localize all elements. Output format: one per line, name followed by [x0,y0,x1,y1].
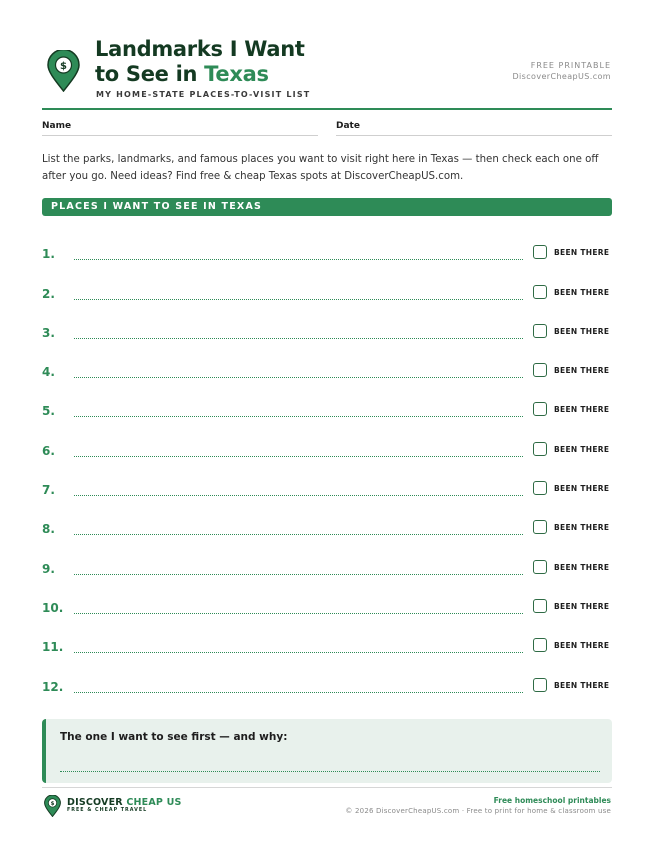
svg-text:$: $ [50,801,55,808]
list-item [42,363,612,383]
item-number: 6. [42,444,55,458]
write-in-line[interactable] [74,495,523,496]
been-there-label: BEEN THERE [554,248,610,257]
list-item [42,402,612,422]
item-number: 4. [42,365,55,379]
name-label: Name [42,121,72,131]
map-pin-dollar-icon [44,795,61,817]
item-number: 12. [42,680,64,694]
been-there-label: BEEN THERE [554,641,610,650]
list-item [42,245,612,265]
been-there-checkbox[interactable] [533,678,547,692]
write-in-line[interactable] [74,338,523,339]
item-number: 2. [42,287,55,301]
footer-info [345,795,611,817]
date-label: Date [336,121,360,131]
write-in-line[interactable] [74,652,523,653]
been-there-label: BEEN THERE [554,681,610,690]
item-number: 11. [42,640,64,654]
been-there-label: BEEN THERE [554,327,610,336]
write-in-line[interactable] [74,574,523,575]
been-there-checkbox[interactable] [533,363,547,377]
been-there-checkbox[interactable] [533,324,547,338]
list-item [42,520,612,540]
list-item [42,560,612,580]
been-there-label: BEEN THERE [554,288,610,297]
date-field[interactable] [336,135,612,136]
title-prefix: to See in [95,62,205,86]
footer-divider [42,787,612,788]
list-item [42,481,612,501]
been-there-checkbox[interactable] [533,442,547,456]
been-there-label: BEEN THERE [554,366,610,375]
item-number: 10. [42,601,64,615]
list-item [42,442,612,462]
write-in-line[interactable] [74,377,523,378]
brand-accent: CHEAP US [126,797,182,808]
title-state: Texas [204,62,269,86]
been-there-checkbox[interactable] [533,520,547,534]
list-item [42,678,612,698]
title-line-2 [95,62,305,87]
item-number: 7. [42,483,55,497]
footer-copyright: © 2026 DiscoverCheapUS.com · Free to print for home & classroom use [345,807,611,815]
been-there-checkbox[interactable] [533,638,547,652]
first-choice-label: The one I want to see first — and why: [60,731,288,743]
name-field[interactable] [42,135,318,136]
item-number: 5. [42,404,55,418]
intro-text: List the parks, landmarks, and famous places you want to visit right here in Texas — then check each one off after you go. Need ideas? Find free & cheap Texas spots at DiscoverCheapUS.com. [42,154,599,182]
map-pin-dollar-icon [47,50,80,92]
been-there-label: BEEN THERE [554,563,610,572]
header-divider [42,108,612,110]
header-site: DiscoverCheapUS.com [512,72,611,81]
been-there-label: BEEN THERE [554,484,610,493]
been-there-checkbox[interactable] [533,560,547,574]
page-subtitle: MY HOME-STATE PLACES-TO-VISIT LIST [96,90,311,99]
first-choice-box [42,719,612,783]
item-number: 1. [42,247,55,261]
footer-brand-tag: FREE & CHEAP TRAVEL [67,808,148,813]
brand-prefix: DISCOVER [67,797,127,808]
svg-text:$: $ [60,61,67,72]
footer-brand [67,797,182,808]
write-in-line[interactable] [74,299,523,300]
header-tag-block [512,60,611,82]
been-there-label: BEEN THERE [554,523,610,532]
list-item [42,599,612,619]
item-number: 9. [42,562,55,576]
been-there-checkbox[interactable] [533,481,547,495]
item-number: 8. [42,522,55,536]
write-in-line[interactable] [74,456,523,457]
list-item [42,285,612,305]
been-there-checkbox[interactable] [533,245,547,259]
section-header [42,198,612,216]
write-in-line[interactable] [74,534,523,535]
been-there-label: BEEN THERE [554,445,610,454]
write-in-line[interactable] [74,259,523,260]
section-title: PLACES I WANT TO SEE IN TEXAS [51,201,263,212]
list-item [42,324,612,344]
write-in-line[interactable] [74,613,523,614]
item-number: 3. [42,326,55,340]
page-title [95,37,305,87]
list-item [42,638,612,658]
write-in-line[interactable] [74,692,523,693]
write-in-line[interactable] [74,416,523,417]
first-choice-line[interactable] [60,771,600,772]
been-there-label: BEEN THERE [554,405,610,414]
been-there-checkbox[interactable] [533,402,547,416]
footer-printables: Free homeschool printables [493,796,611,805]
title-line-1: Landmarks I Want [95,37,305,61]
been-there-label: BEEN THERE [554,602,610,611]
free-printable-tag: FREE PRINTABLE [530,61,611,70]
been-there-checkbox[interactable] [533,285,547,299]
been-there-checkbox[interactable] [533,599,547,613]
